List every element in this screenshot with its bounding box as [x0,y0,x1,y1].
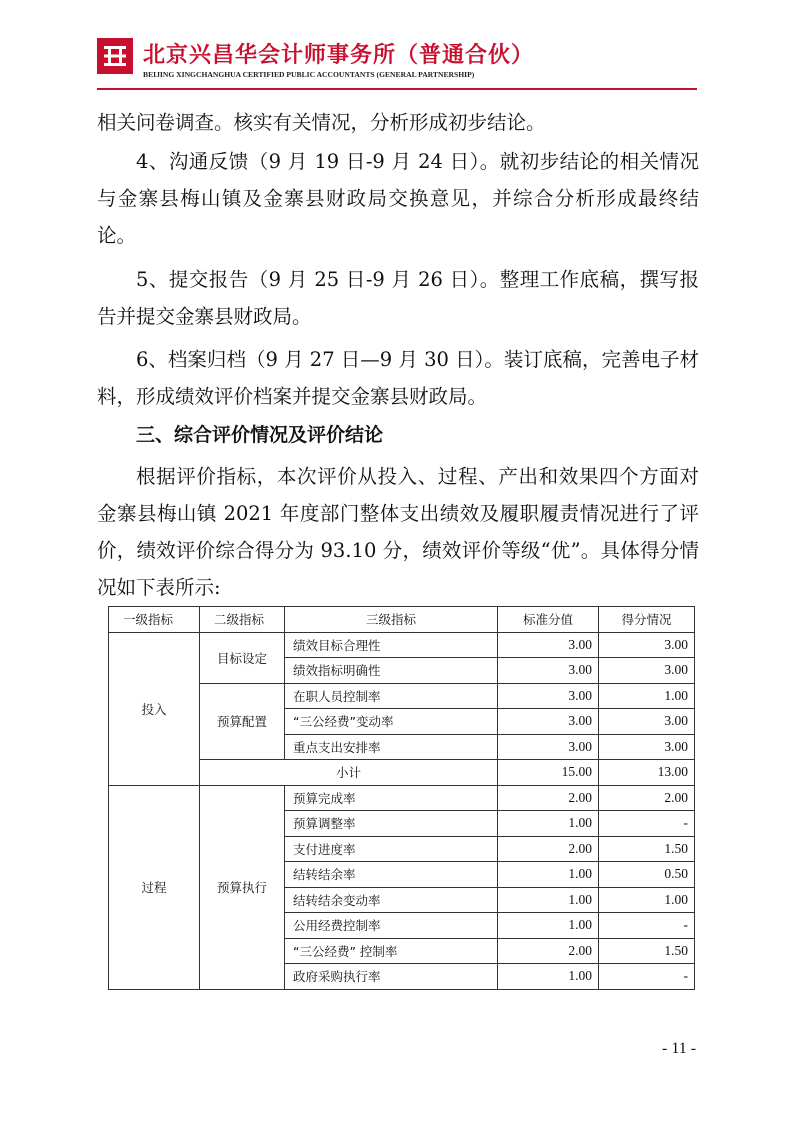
actual-score-cell: - [599,913,695,939]
indicator-cell: 在职人员控制率 [285,683,498,709]
indicator-cell: 预算调整率 [285,811,498,837]
standard-score-cell: 3.00 [498,632,599,658]
firm-logo-icon [97,38,133,74]
firm-name-english: BEIJING XINGCHANGHUA CERTIFIED PUBLIC ACCOUNTANTS (GENERAL PARTNERSHIP) [143,70,475,79]
indicator-cell: 绩效指标明确性 [285,658,498,684]
header-level1: 一级指标 [109,607,200,633]
actual-score-cell: 2.00 [599,785,695,811]
indicator-cell: 公用经费控制率 [285,913,498,939]
indicator-cell: 预算完成率 [285,785,498,811]
standard-score-cell: 1.00 [498,887,599,913]
actual-score-cell: 1.00 [599,683,695,709]
indicator-cell: 绩效目标合理性 [285,632,498,658]
subtotal-standard-score: 15.00 [498,760,599,786]
subtotal-label: 小计 [200,760,498,786]
indicator-cell: 政府采购执行率 [285,964,498,990]
actual-score-cell: 1.50 [599,938,695,964]
header-level3: 三级指标 [285,607,498,633]
table-row [109,632,695,658]
header-level2: 二级指标 [200,607,285,633]
page-number: - 11 - [662,1040,697,1057]
group-target-setting: 目标设定 [200,632,285,683]
standard-score-cell: 1.00 [498,964,599,990]
group-budget-execution: 预算执行 [200,785,285,989]
paragraph-3: 5、提交报告（9 月 25 日-9 月 26 日）。整理工作底稿，撰写报告并提交金寨县财政局。 [97,268,699,328]
indicator-cell: “三公经费”变动率 [285,709,498,735]
indicator-cell: “三公经费” 控制率 [285,938,498,964]
paragraph-4: 6、档案归档（9 月 27 日—9 月 30 日）。装订底稿，完善电子材料，形成绩效评价档案并提交金寨县财政局。 [97,348,699,408]
standard-score-cell: 3.00 [498,734,599,760]
indicator-cell: 结转结余率 [285,862,498,888]
group-process: 过程 [109,785,200,989]
standard-score-cell: 2.00 [498,836,599,862]
letterhead [97,38,717,88]
group-budget-config: 预算配置 [200,683,285,760]
header-actual-score: 得分情况 [599,607,695,633]
standard-score-cell: 1.00 [498,913,599,939]
score-table [108,606,695,990]
paragraph-2: 4、沟通反馈（9 月 19 日-9 月 24 日）。就初步结论的相关情况与金寨县梅山镇及金寨县财政局交换意见，并综合分析形成最终结论。 [97,150,699,247]
actual-score-cell: 3.00 [599,709,695,735]
indicator-cell: 重点支出安排率 [285,734,498,760]
standard-score-cell: 3.00 [498,709,599,735]
table-row [109,785,695,811]
standard-score-cell: 3.00 [498,658,599,684]
indicator-cell: 结转结余变动率 [285,887,498,913]
header-standard-score: 标准分值 [498,607,599,633]
actual-score-cell: - [599,964,695,990]
actual-score-cell: 3.00 [599,658,695,684]
table-header-row [109,607,695,633]
actual-score-cell: - [599,811,695,837]
standard-score-cell: 2.00 [498,785,599,811]
paragraph-1: 相关问卷调查。核实有关情况，分析形成初步结论。 [97,111,546,134]
paragraph-5: 根据评价指标，本次评价从投入、过程、产出和效果四个方面对金寨县梅山镇 2021 年度部门整体支出绩效及履职履责情况进行了评价，绩效评价综合得分为 93.10 分，绩效评价等级“优”。具体得分情况如下表所示: [97,465,699,599]
actual-score-cell: 3.00 [599,734,695,760]
actual-score-cell: 0.50 [599,862,695,888]
section-heading: 三、综合评价情况及评价结论 [136,424,384,446]
standard-score-cell: 1.00 [498,811,599,837]
indicator-cell: 支付进度率 [285,836,498,862]
header-divider [97,88,697,90]
actual-score-cell: 3.00 [599,632,695,658]
group-input: 投入 [109,632,200,785]
firm-name: 北京兴昌华会计师事务所（普通合伙） [143,43,535,68]
actual-score-cell: 1.00 [599,887,695,913]
actual-score-cell: 1.50 [599,836,695,862]
standard-score-cell: 1.00 [498,862,599,888]
subtotal-actual-score: 13.00 [599,760,695,786]
standard-score-cell: 2.00 [498,938,599,964]
standard-score-cell: 3.00 [498,683,599,709]
